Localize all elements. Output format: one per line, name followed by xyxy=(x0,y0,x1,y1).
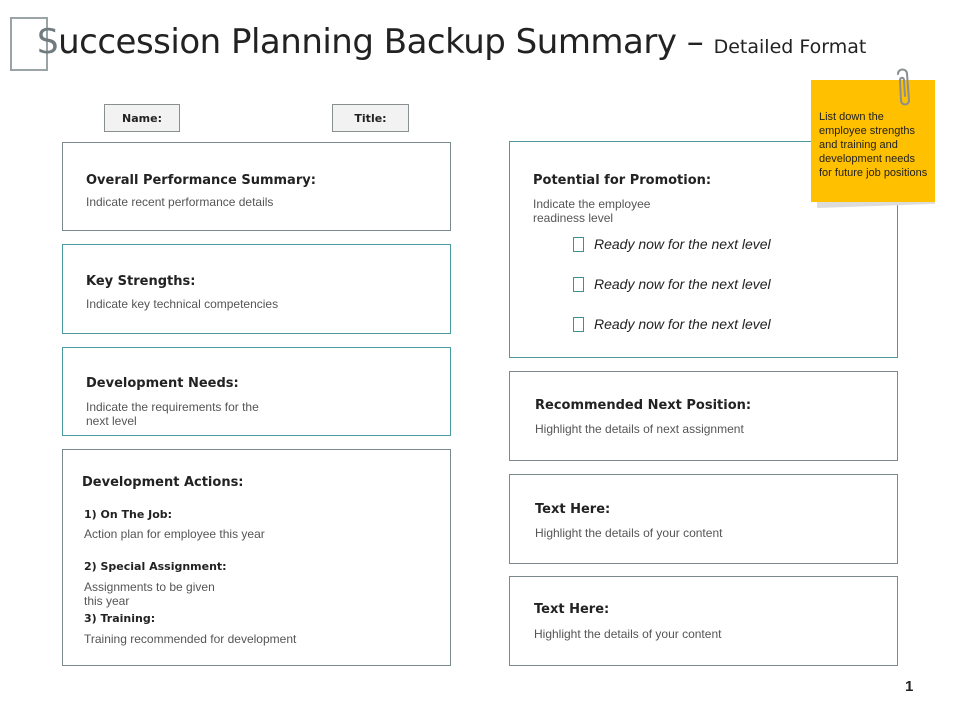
development-needs-text: Indicate the requirements for the next level xyxy=(86,400,259,428)
checkbox-icon[interactable] xyxy=(573,277,584,292)
text-here-text-2: Highlight the details of your content xyxy=(534,627,722,641)
action-training-text: Training recommended for development xyxy=(84,632,297,646)
development-actions-heading: Development Actions: xyxy=(82,475,244,490)
text-here-heading-2: Text Here: xyxy=(534,602,610,617)
sticky-note-text: List down the employee strengths and training and development needs for future job positions xyxy=(819,111,928,179)
title-text: uccession Planning Backup Summary – xyxy=(58,22,714,62)
title-field[interactable] xyxy=(332,104,409,132)
next-position-heading: Recommended Next Position: xyxy=(535,398,752,413)
action-on-the-job-text: Action plan for employee this year xyxy=(84,527,265,541)
action-training-heading: 3) Training: xyxy=(84,612,156,625)
title-first-letter: S xyxy=(37,22,59,62)
promotion-potential-heading: Potential for Promotion: xyxy=(533,173,712,188)
text-here-heading-1: Text Here: xyxy=(535,502,611,517)
page-number: 1 xyxy=(905,678,914,695)
text-here-text-1: Highlight the details of your content xyxy=(535,526,723,540)
promotion-potential-text: Indicate the employee readiness level xyxy=(533,197,651,225)
key-strengths-card xyxy=(62,244,451,334)
name-field[interactable] xyxy=(104,104,180,132)
promotion-option-3[interactable] xyxy=(573,316,771,332)
checkbox-icon[interactable] xyxy=(573,317,584,332)
text-here-card-2 xyxy=(509,576,898,666)
page-title xyxy=(37,22,866,62)
promotion-option-label: Ready now for the next level xyxy=(594,316,771,332)
key-strengths-text: Indicate key technical competencies xyxy=(86,297,279,311)
promotion-option-label: Ready now for the next level xyxy=(594,236,771,252)
performance-summary-text: Indicate recent performance details xyxy=(86,195,274,209)
sticky-note xyxy=(811,80,935,202)
promotion-option-label: Ready now for the next level xyxy=(594,276,771,292)
next-position-text: Highlight the details of next assignment xyxy=(535,422,744,436)
action-special-assignment-text: Assignments to be given this year xyxy=(84,580,215,608)
promotion-option-2[interactable] xyxy=(573,276,771,292)
name-field-label: Name: xyxy=(122,111,162,125)
title-field-label: Title: xyxy=(354,111,387,125)
checkbox-icon[interactable] xyxy=(573,237,584,252)
promotion-option-1[interactable] xyxy=(573,236,771,252)
paperclip-icon xyxy=(892,66,914,108)
title-subtitle: Detailed Format xyxy=(713,36,867,58)
development-needs-heading: Development Needs: xyxy=(86,376,239,391)
action-on-the-job-heading: 1) On The Job: xyxy=(84,508,173,521)
action-special-assignment-heading: 2) Special Assignment: xyxy=(84,560,227,573)
performance-summary-card xyxy=(62,142,451,231)
performance-summary-heading: Overall Performance Summary: xyxy=(86,173,316,188)
development-needs-card xyxy=(62,347,451,436)
text-here-card-1 xyxy=(509,474,898,564)
next-position-card xyxy=(509,371,898,461)
key-strengths-heading: Key Strengths: xyxy=(86,274,196,289)
development-actions-card xyxy=(62,449,451,666)
